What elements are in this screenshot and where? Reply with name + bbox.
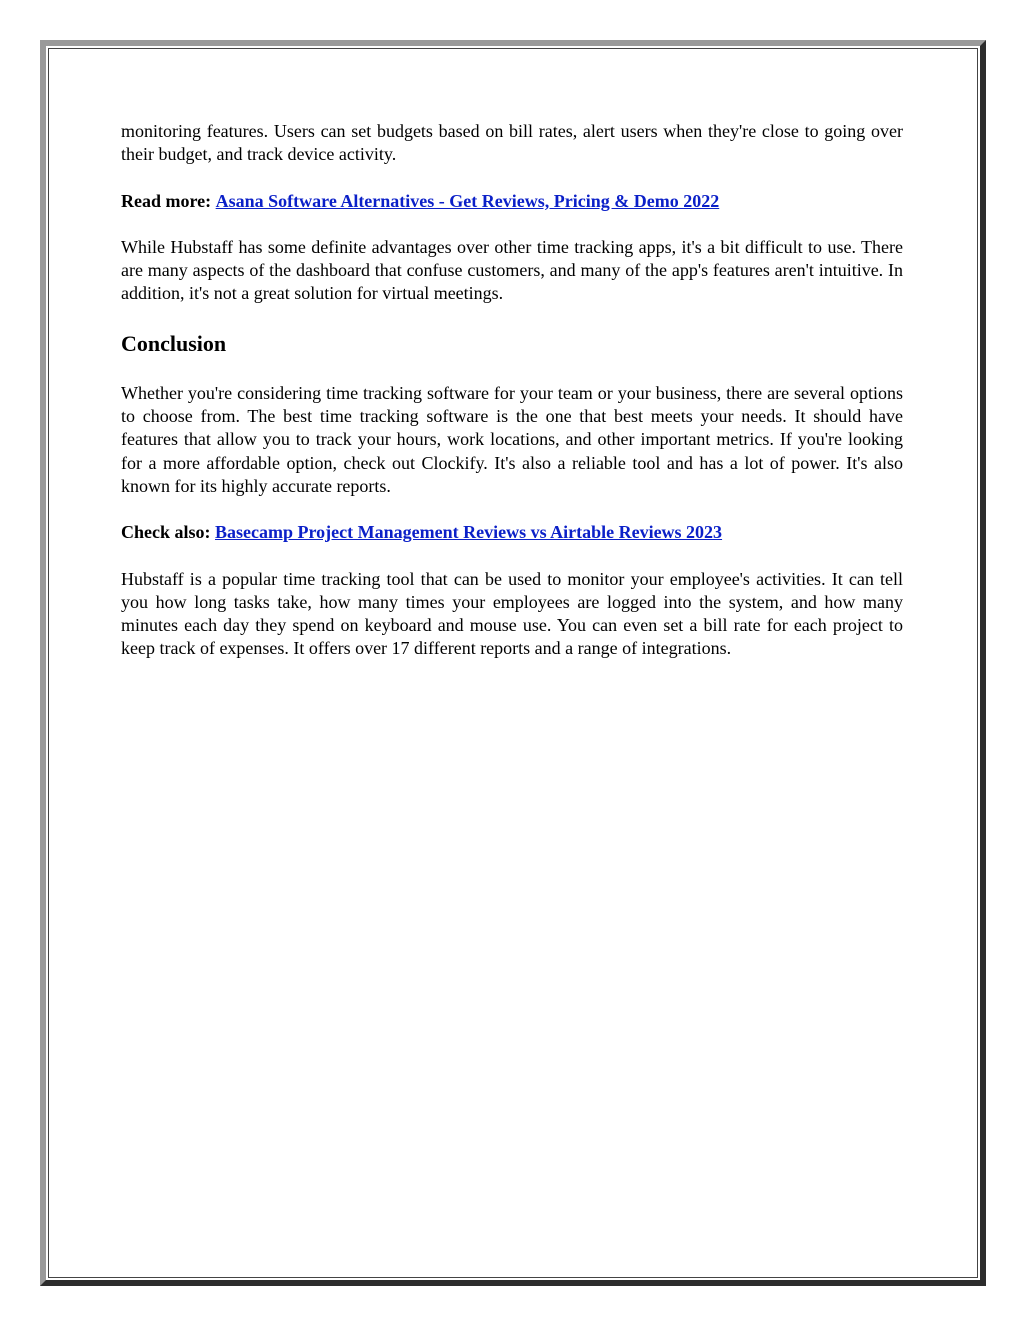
paragraph-hubstaff-overview: Hubstaff is a popular time tracking tool that can be used to monitor your employee's activities. It can tell you how long tasks take, how many times your employees are logged into the system, and how many minutes each day they spend on keyboard and mouse use. You can even set a bill rate for each project to keep track of expenses. It offers over 17 different reports and a range of integrations. bbox=[121, 568, 903, 659]
asana-alternatives-link[interactable]: Asana Software Alternatives - Get Reviews, Pricing & Demo 2022 bbox=[215, 190, 720, 211]
read-more-label: Read more: bbox=[121, 190, 212, 211]
paragraph-hubstaff-drawbacks: While Hubstaff has some definite advantages over other time tracking apps, it's a bit difficult to use. There are many aspects of the dashboard that confuse customers, and many of the app's features aren't intuitive. In addition, it's not a great solution for virtual meetings. bbox=[121, 236, 903, 304]
check-also-label: Check also: bbox=[121, 522, 211, 543]
document-content bbox=[121, 120, 903, 661]
read-more-line bbox=[121, 190, 903, 213]
paragraph-conclusion: Whether you're considering time tracking software for your team or your business, there are several options to choose from. The best time tracking software is the one that best meets your needs. It should have features that allow you to track your hours, work locations, and other important metrics. If you're looking for a more affordable option, check out Clockify. It's also a reliable tool and has a lot of power. It's also known for its highly accurate reports. bbox=[121, 382, 903, 496]
paragraph-monitoring-features: monitoring features. Users can set budgets based on bill rates, alert users when they're close to going over their budget, and track device activity. bbox=[121, 121, 903, 165]
conclusion-heading: Conclusion bbox=[121, 330, 227, 356]
basecamp-airtable-link[interactable]: Basecamp Project Management Reviews vs Airtable Reviews 2023 bbox=[215, 522, 723, 543]
check-also-line bbox=[121, 521, 903, 544]
